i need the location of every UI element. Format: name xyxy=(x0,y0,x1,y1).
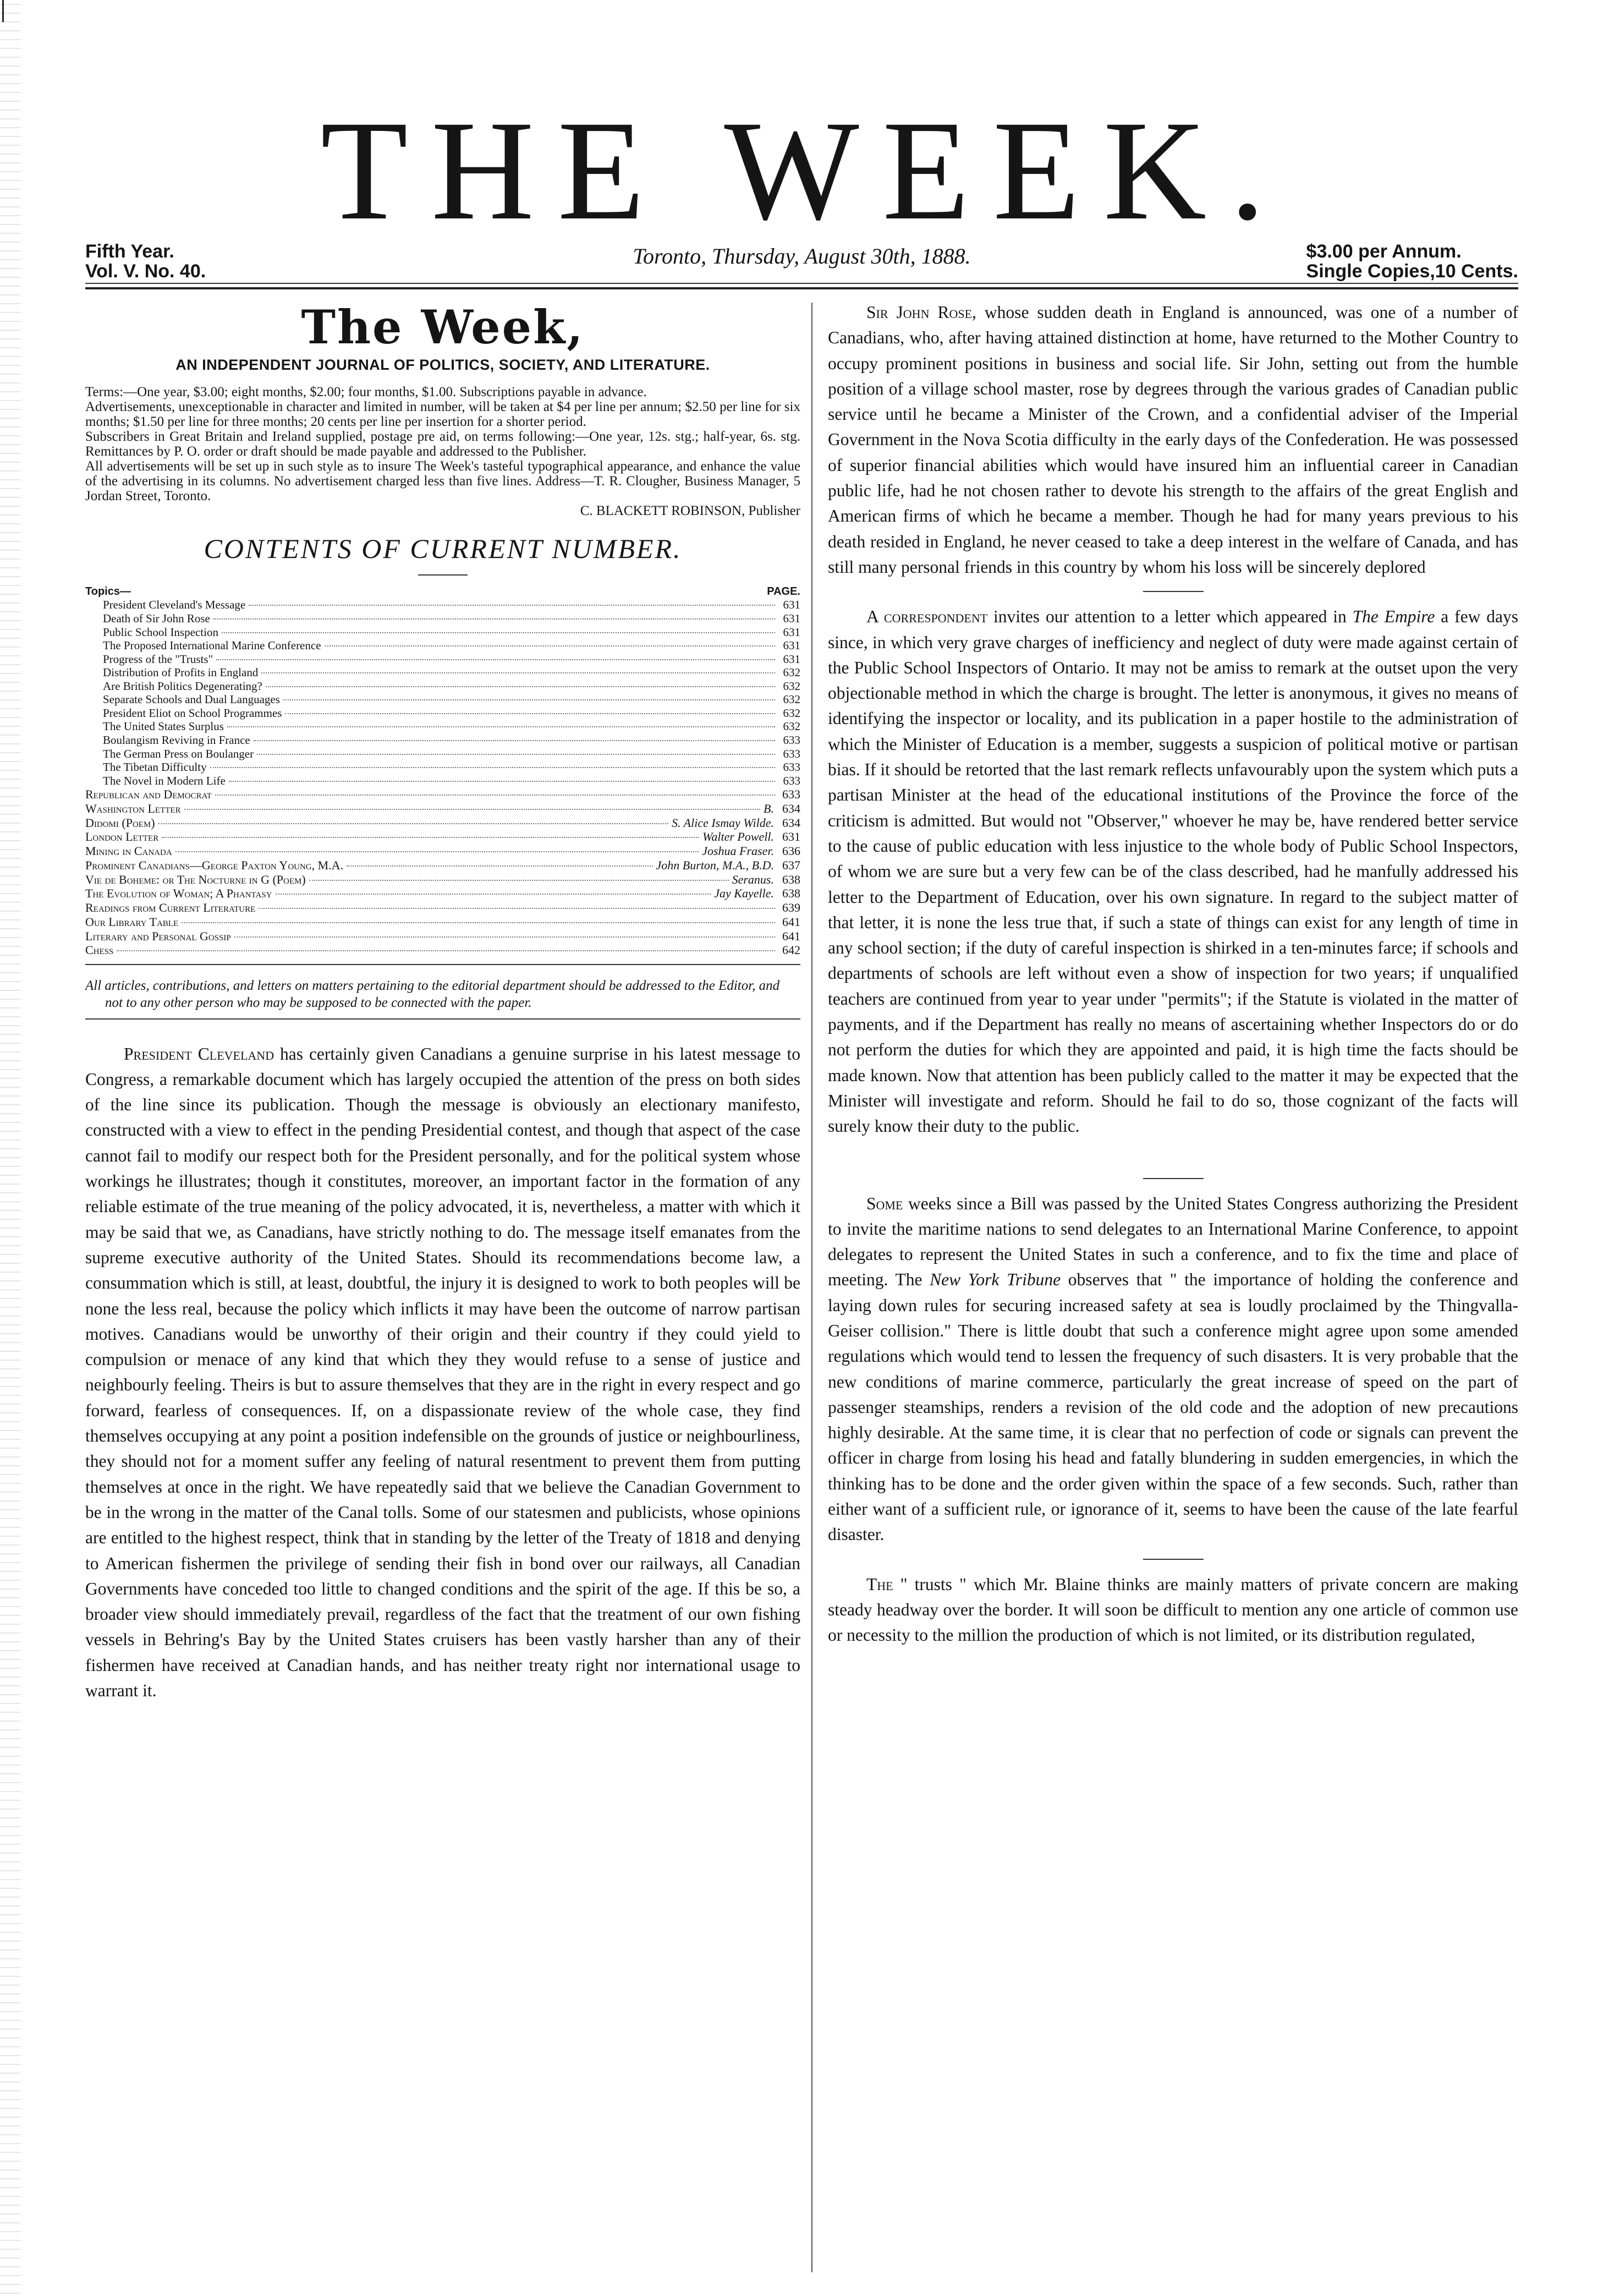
toc-leader-dots xyxy=(182,922,775,923)
toc-topic-row xyxy=(85,653,800,666)
journal-subtitle: AN INDEPENDENT JOURNAL OF POLITICS, SOCIETY, AND LITERATURE. xyxy=(175,357,710,373)
toc-page-label: PAGE. xyxy=(767,585,800,598)
toc-entry-page: 634 xyxy=(782,815,800,830)
editorial-note: All articles, contributions, and letters on matters pertaining to the editorial department should be addressed to the Editor, and not to any other person who may be supposed to be connected with the paper. xyxy=(85,978,780,1011)
toc-entry-title: President Eliot on School Programmes xyxy=(103,706,282,720)
toc-entry-title: Progress of the "Trusts" xyxy=(103,652,213,666)
toc-leader-dots xyxy=(227,726,775,727)
publisher-signature: C. BLACKETT ROBINSON, Publisher xyxy=(580,503,800,518)
toc-topics-label: Topics— xyxy=(85,585,131,598)
price-single: Single Copies,10 Cents. xyxy=(1306,260,1518,282)
toc-entry-title: Distribution of Profits in England xyxy=(103,666,259,680)
toc-leader-dots xyxy=(309,880,729,881)
toc-entry-page: 633 xyxy=(783,774,800,787)
contents-heading: CONTENTS OF CURRENT NUMBER. xyxy=(204,533,682,564)
toc-entry-title: Readings from Current Literature xyxy=(85,901,256,915)
terms-subscribers: Subscribers in Great Britain and Ireland supplied, postage pre aid, on terms following:—One year, 12s. stg.; half-year, 6s. stg. Remittances by P. O. order or draft should be made payable and addressed to the Publisher. xyxy=(85,429,800,459)
terms-subscription: Terms:—One year, $3.00; eight months, $2.00; four months, $1.00. Subscriptions payable in advance. xyxy=(85,385,647,399)
toc-entry-author: Joshua Fraser. xyxy=(702,844,774,858)
toc-entry-title: The United States Surplus xyxy=(103,720,224,733)
cleveland-text: has certainly given Canadians a genuine surprise in his latest message to Congress, a remarkable document which has largely occupied the attention of the press on both sides of the line since its publication. Though the message is obviously an electionary manifesto, constructed with a view to effect in the pending Presidential contest, and though that aspect of the case cannot fail to modify our respect both for the President personally, and for the political system whose workings he illustrates; though it constitutes, moreover, an important factor in the formation of any reliable estimate of the true meaning of the policy advocated, it is, nevertheless, a matter with which it may be said that we, as Canadians, have strictly nothing to do. The message itself emanates from the supreme executive authority of the United States. Should its recommendations become law, a consummation which is still, at least, doubtful, the injury it is designed to work to both peoples will be none the less real, because the policy which inflicts it may have been the outcome of narrow partisan motives. Canadians would be unworthy of their origin and their country if they could yield to compulsion or menace of any kind that which they they would refuse to a sense of justice and neighbourly feeling. Theirs is but to assure themselves that they are in the right in every respect and go forward, fearless of consequences. If, on a dispassionate review of the whole case, they find themselves occupying at any point a position indefensible on the grounds of justice or neighbourliness, they should not for a moment suffer any feeling of natural resentment to prevent them from putting themselves at once in the right. We have repeatedly said that we believe the Canadian Government to be in the wrong in the matter of the Canal tolls. Some of our statesmen and publicists, whose opinions are entitled to the highest respect, think that in standing by the letter of the Treaty of 1818 and denying to American fishermen the privilege of sending their fish in bond over our railways, all Canadian Governments have conceded too little to changed conditions and the spirit of the age. If this be so, a broader view should immediately prevail, regardless of the fact that the treatment of our own fishing vessels in Behring's Bay by the United States cruisers has been vastly harsher than any of their fishermen have received at Canadian hands, and has neither treaty right nor international usage to warrant it. xyxy=(85,1044,800,1700)
toc-entry-title: Literary and Personal Gossip xyxy=(85,929,231,943)
toc-entry-title: Death of Sir John Rose xyxy=(103,611,210,625)
toc-entry-title: Washington Letter xyxy=(85,802,181,815)
toc-entry-page: 641 xyxy=(782,929,800,943)
scan-edge xyxy=(0,0,21,2296)
trusts-text: " trusts " which Mr. Blaine thinks are mainly matters of private concern are making steady headway over the border. It will soon be difficult to mention any one article of common use or necessity to the million the production of which is not limited, or its distribution regulated, xyxy=(828,1574,1518,1645)
inspection-lead: A correspondent xyxy=(866,607,988,627)
trusts-lead: The xyxy=(866,1574,893,1594)
toc-entry-page: 631 xyxy=(783,611,800,625)
toc-leader-dots xyxy=(325,645,775,646)
toc-entry-title: The Novel in Modern Life xyxy=(103,774,226,787)
price-info xyxy=(1306,242,1518,281)
toc-topic-row xyxy=(85,612,800,626)
toc-entry-author: Walter Powell. xyxy=(702,830,774,844)
toc-leader-dots xyxy=(210,767,775,768)
marine-text: observes that " the importance of holding the conference and laying down rules for securing increased safety at sea is loudly proclaimed by the Thingvalla-Geiser collision." There is little doubt that such a conference might agree upon some amended regulations which would tend to lessen the frequency of such disasters. It is very probable that the new conditions of marine commerce, particularly the great increase of speed on the part of passenger steamships, renders a revision of the old code and the adoption of new precautions highly desirable. At the same time, it is clear that no perfection of code or signals can prevent the officer in charge from losing his head and fatally blundering in sudden emergencies, in which the thinking has to be done and the order given within the space of a few seconds. Such, rather than either want of a sufficient rule, or ignorance of it, seems to have been the cause of the late fearful disaster. xyxy=(828,1270,1518,1544)
masthead-rule-top xyxy=(85,283,1518,284)
toc-topic-row xyxy=(85,666,800,680)
toc-leader-dots xyxy=(347,865,652,867)
toc-article-row xyxy=(85,858,800,873)
toc-entry-author: Seranus. xyxy=(732,872,774,886)
toc-leader-dots xyxy=(215,794,775,796)
toc-entry-author: John Burton, M.A., B.D. xyxy=(656,858,774,872)
toc-leader-dots xyxy=(266,686,775,687)
toc-leader-dots xyxy=(175,851,699,852)
toc-leader-dots xyxy=(184,809,760,810)
toc-entry-title: Vie de Boheme: or The Nocturne in G (Poem) xyxy=(85,872,306,886)
toc-article-row xyxy=(85,787,800,802)
terms-advertisements: Advertisements, unexceptionable in character and limited in number, will be taken at $4 per line per annum; $2.50 per line for six months; $1.50 per line for three months; 20 cents per line per insertion for a shorter period. xyxy=(85,399,800,429)
toc-entry-page: 632 xyxy=(783,679,800,693)
toc-topic-row xyxy=(85,760,800,774)
toc-topic-row xyxy=(85,774,800,788)
toc-leader-dots xyxy=(259,908,775,909)
toc-leader-dots xyxy=(254,740,775,741)
toc-entry-page: 631 xyxy=(782,830,800,844)
toc-entry-page: 636 xyxy=(782,844,800,858)
toc-entry-title: Mining in Canada xyxy=(85,844,172,858)
toc-article-row xyxy=(85,844,800,858)
rose-lead: Sir John Rose xyxy=(866,303,973,322)
toc-leader-dots xyxy=(261,672,775,673)
toc-entry-title: The German Press on Boulanger xyxy=(103,747,254,760)
section-rule xyxy=(1143,1178,1204,1179)
toc-leader-dots xyxy=(283,699,775,700)
issue-year: Fifth Year. xyxy=(85,241,174,262)
right-column xyxy=(828,300,1518,1648)
toc-entry-title: Are British Politics Degenerating? xyxy=(103,679,262,693)
toc-entry-page: 634 xyxy=(782,802,800,815)
trusts-paragraph xyxy=(828,1572,1518,1648)
toc-entry-page: 632 xyxy=(783,706,800,720)
toc-entry-page: 631 xyxy=(783,625,800,639)
toc-entry-page: 641 xyxy=(782,914,800,929)
toc-article-row xyxy=(85,816,800,830)
toc-article-row xyxy=(85,943,800,957)
marine-article xyxy=(828,1191,1518,1548)
inspection-paragraph xyxy=(828,604,1518,1139)
inspection-pre: invites our attention to a letter which appeared in xyxy=(987,607,1353,627)
toc-topic-row xyxy=(85,747,800,761)
journal-title: The Week, xyxy=(301,300,585,354)
toc-entry-title: Our Library Table xyxy=(85,914,179,929)
toc-entry-page: 633 xyxy=(783,760,800,774)
toc-leader-dots xyxy=(229,781,775,782)
toc-article-row xyxy=(85,901,800,915)
toc-entry-title: Didomi (Poem) xyxy=(85,815,155,830)
toc-article-row xyxy=(85,886,800,901)
masthead-info-row xyxy=(85,242,1518,286)
section-rule xyxy=(1143,1559,1204,1560)
toc-topic-row xyxy=(85,733,800,747)
section-rule xyxy=(1143,591,1204,592)
toc-entry-page: 639 xyxy=(782,901,800,915)
terms-block xyxy=(85,385,800,518)
toc-leader-dots xyxy=(222,632,775,633)
marine-paper: New York Tribune xyxy=(930,1270,1061,1290)
toc-topic-row xyxy=(85,598,800,612)
marine-lead: Some xyxy=(866,1193,903,1213)
inspection-paper: The Empire xyxy=(1352,607,1435,627)
toc-entry-page: 638 xyxy=(782,872,800,886)
toc-leader-dots xyxy=(213,618,775,620)
rose-article xyxy=(828,300,1518,580)
toc-entry-title: Prominent Canadians—George Paxton Young, M.A. xyxy=(85,858,344,872)
toc-topic-row xyxy=(85,720,800,733)
toc-leader-dots xyxy=(285,713,775,714)
toc-leader-dots xyxy=(234,936,775,938)
toc-entry-page: 633 xyxy=(782,787,800,802)
toc-topic-row xyxy=(85,693,800,706)
toc-article-row xyxy=(85,830,800,844)
toc-entry-title: The Evolution of Woman; A Phantasy xyxy=(85,886,272,901)
toc-leader-dots xyxy=(249,605,775,606)
toc-entry-page: 637 xyxy=(782,858,800,872)
price-annum: $3.00 per Annum. xyxy=(1306,241,1462,262)
terms-style-note: All advertisements will be set up in such style as to insure The Week's tasteful typographical appearance, and enhance the value of the advertising in its columns. No advertisement charged less than five lines. Address—T. R. Clougher, Business Manager, 5 Jordan Street, Toronto. xyxy=(85,459,800,503)
rose-paragraph xyxy=(828,300,1518,580)
toc-leader-dots xyxy=(216,659,775,660)
masthead-title: THE WEEK. xyxy=(320,91,1289,250)
toc-entry-page: 642 xyxy=(782,943,800,957)
cleveland-paragraph xyxy=(85,1042,800,1704)
toc-entry-author: S. Alice Ismay Wilde. xyxy=(672,815,774,830)
toc-entry-title: Republican and Democrat xyxy=(85,787,212,802)
toc-entry-page: 631 xyxy=(783,598,800,612)
toc-entry-page: 631 xyxy=(783,639,800,653)
marine-paragraph xyxy=(828,1191,1518,1548)
inspection-text: a few days since, in which very grave charges of inefficiency and neglect of duty were made against certain of the Public School Inspectors of Ontario. It may not be amiss to remark at the outset upon the very objectionable method in which the charge is brought. The letter is anonymous, it gives no means of identifying the inspector or locality, and its publication in a paper hostile to the administration of which the Minister of Education is a member, suggests a suspicion of political motive or partisan bias. If it should be retorted that the last remark reflects unfavourably upon the system which puts a partisan Minister at the head of the educational institutions of the Province the force of the criticism is admitted. But would not "Observer," whoever he may be, have rendered better service to the cause of public education with less injustice to the whole body of Public School Inspectors, of whom we are sure but a very few can be of the class described, had he manfully addressed his letter to the Department of Education, over his own signature. In regard to the subject matter of that letter, it is none the less true that, if such a state of things can exist for any length of time in any school section; if the duty of careful inspection is shirked in a ten-minutes farce; if schools and departments of schools are left without even a show of inspection for two years; if unqualified teachers are continued from year to year under "permits"; if the Statute is violated in the matter of payments, and if the Department has really no means of ascertaining whether Inspectors do or do not perform the duties for which they are appointed and paid, it is high time the facts should be made known. Now that attention has been publicly called to the matter it may be expected that the Minister will investigate and reform. Should he fail to do so, those cognizant of the facts will surely know their duty to the public. xyxy=(828,607,1518,1136)
note-rule xyxy=(85,1018,800,1020)
left-column xyxy=(85,300,800,1703)
cleveland-lead: President Cleveland xyxy=(124,1044,274,1064)
dateline: Toronto, Thursday, August 30th, 1888. xyxy=(633,244,971,268)
toc-article-row xyxy=(85,915,800,929)
issue-volume: Vol. V. No. 40. xyxy=(85,260,206,282)
toc-entry-author: Jay Kayelle. xyxy=(714,886,774,901)
toc-entry-title: London Letter xyxy=(85,830,159,844)
toc-article-row xyxy=(85,802,800,816)
toc-header xyxy=(85,585,800,598)
toc-entry-page: 632 xyxy=(783,666,800,680)
toc-entry-title: Public School Inspection xyxy=(103,625,218,639)
column-divider xyxy=(811,303,812,2272)
toc-entry-page: 638 xyxy=(782,886,800,901)
toc-entry-page: 631 xyxy=(783,652,800,666)
toc-entry-page: 633 xyxy=(783,747,800,760)
toc-entry-author: B. xyxy=(764,802,774,815)
toc-entry-title: Separate Schools and Dual Languages xyxy=(103,693,280,706)
toc-entry-title: President Cleveland's Message xyxy=(103,598,246,612)
contents-rule xyxy=(418,574,468,576)
toc-leader-dots xyxy=(162,837,699,838)
cleveland-article xyxy=(85,1042,800,1704)
toc-article-row xyxy=(85,873,800,887)
toc-leader-dots xyxy=(276,894,711,895)
toc-entry-title: Boulangism Reviving in France xyxy=(103,733,250,747)
toc-leader-dots xyxy=(158,823,668,824)
toc-bottom-rule xyxy=(85,964,800,965)
inspection-article xyxy=(828,604,1518,1139)
toc-topic-row xyxy=(85,706,800,720)
toc-topic-row xyxy=(85,626,800,639)
toc-topic-row xyxy=(85,639,800,653)
toc-leader-dots xyxy=(257,754,775,755)
toc-entry-page: 633 xyxy=(783,733,800,747)
toc-article-row xyxy=(85,929,800,944)
toc-entry-page: 632 xyxy=(783,720,800,733)
toc-entry-title: The Tibetan Difficulty xyxy=(103,760,207,774)
scan-edge-mark xyxy=(2,0,4,22)
marine-pre: weeks since a Bill was passed by the United States Congress authorizing the President to invite the maritime nations to send delegates to an International Marine Conference, to appoint delegates to represent the United States in such a conference, and to fix the time and place of meeting. The xyxy=(828,1193,1518,1290)
table-of-contents xyxy=(85,585,800,957)
rose-text: , whose sudden death in England is announced, was one of a number of Canadians, who, after having attained distinction at home, have returned to the Mother Country to occupy prominent positions in business and social life. Sir John, setting out from the humble position of a village school master, rose by degrees through the various grades of Canadian public service until he became a Minister of the Crown, and a confidential adviser of the Imperial Government in the Nova Scotia difficulty in the early days of the Confederation. He was possessed of superior financial abilities which would have insured him an influential career in Canadian public life, had he not chosen rather to devote his strength to the affairs of the great English and American firms of which he became a member. Though he had for many years previous to his death resided in England, he never ceased to take a deep interest in the welfare of Canada, and has still many personal friends in this country by whom his loss will be sincerely deplored xyxy=(828,303,1518,577)
trusts-article xyxy=(828,1572,1518,1648)
masthead-rule-bottom xyxy=(85,287,1518,289)
toc-topic-row xyxy=(85,680,800,693)
toc-entry-title: Chess xyxy=(85,943,114,957)
toc-entry-title: The Proposed International Marine Conference xyxy=(103,639,321,653)
toc-entry-page: 632 xyxy=(783,693,800,706)
toc-leader-dots xyxy=(117,950,775,951)
